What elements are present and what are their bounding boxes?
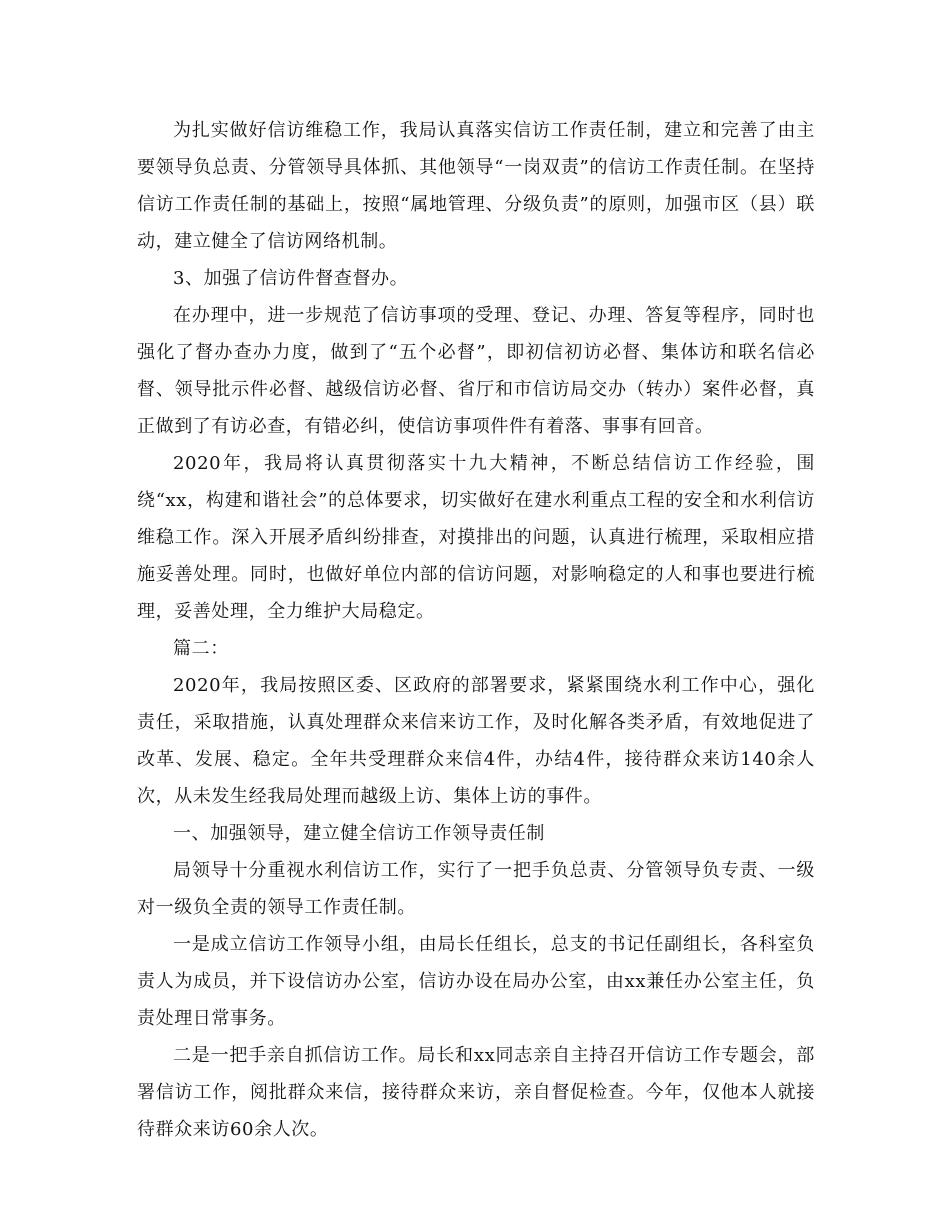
paragraph: 2020年，我局将认真贯彻落实十九大精神，不断总结信访工作经验，围绕“xx，构建和谐社会”的总体要求，切实做好在建水利重点工程的安全和水利信访维稳工作。深入开展矛盾纠纷排查，对摸排出的问题，认真进行梳理，采取相应措施妥善处理。同时，也做好单位内部的信访问题，对影响稳定的人和事也要进行梳理，妥善处理，全力维护大局稳定。 [137,453,815,622]
paragraph: 为扎实做好信访维稳工作，我局认真落实信访工作责任制，建立和完善了由主要领导负总责、分管领导具体抓、其他领导“一岗双责”的信访工作责任制。在坚持信访工作责任制的基础上，按照“属地管理、分级负责”的原则，加强市区（县）联动，建立健全了信访网络机制。 [137,120,815,252]
paragraph: 一是成立信访工作领导小组，由局长任组长，总支的书记任副组长，各科室负责人为成员，并下设信访办公室，信访办设在局办公室，由xx兼任办公室主任，负责处理日常事务。 [137,934,815,1029]
paragraph: 在办理中，进一步规范了信访事项的受理、登记、办理、答复等程序，同时也强化了督办查办力度，做到了“五个必督”，即初信初访必督、集体访和联名信必督、领导批示件必督、越级信访必督、省厅和市信访局交办（转办）案件必督，真正做到了有访必查，有错必纠，使信访事项件件有着落、事事有回音。 [137,305,815,437]
document-body [137,112,815,1148]
section-heading: 3、加强了信访件督查督办。 [173,268,409,289]
paragraph: 二是一把手亲自抓信访工作。局长和xx同志亲自主持召开信访工作专题会，部署信访工作，阅批群众来信，接待群众来访，亲自督促检查。今年，仅他本人就接待群众来访60余人次。 [137,1045,815,1140]
part-heading: 篇二： [173,638,229,659]
section-heading: 一、加强领导，建立健全信访工作领导责任制 [173,823,545,844]
paragraph: 2020年，我局按照区委、区政府的部署要求，紧紧围绕水利工作中心，强化责任，采取措施，认真处理群众来信来访工作，及时化解各类矛盾，有效地促进了改革、发展、稳定。全年共受理群众来信4件，办结4件，接待群众来访140余人次，从未发生经我局处理而越级上访、集体上访的事件。 [137,675,815,807]
paragraph: 局领导十分重视水利信访工作，实行了一把手负总责、分管领导负专责、一级对一级负全责的领导工作责任制。 [137,860,815,918]
